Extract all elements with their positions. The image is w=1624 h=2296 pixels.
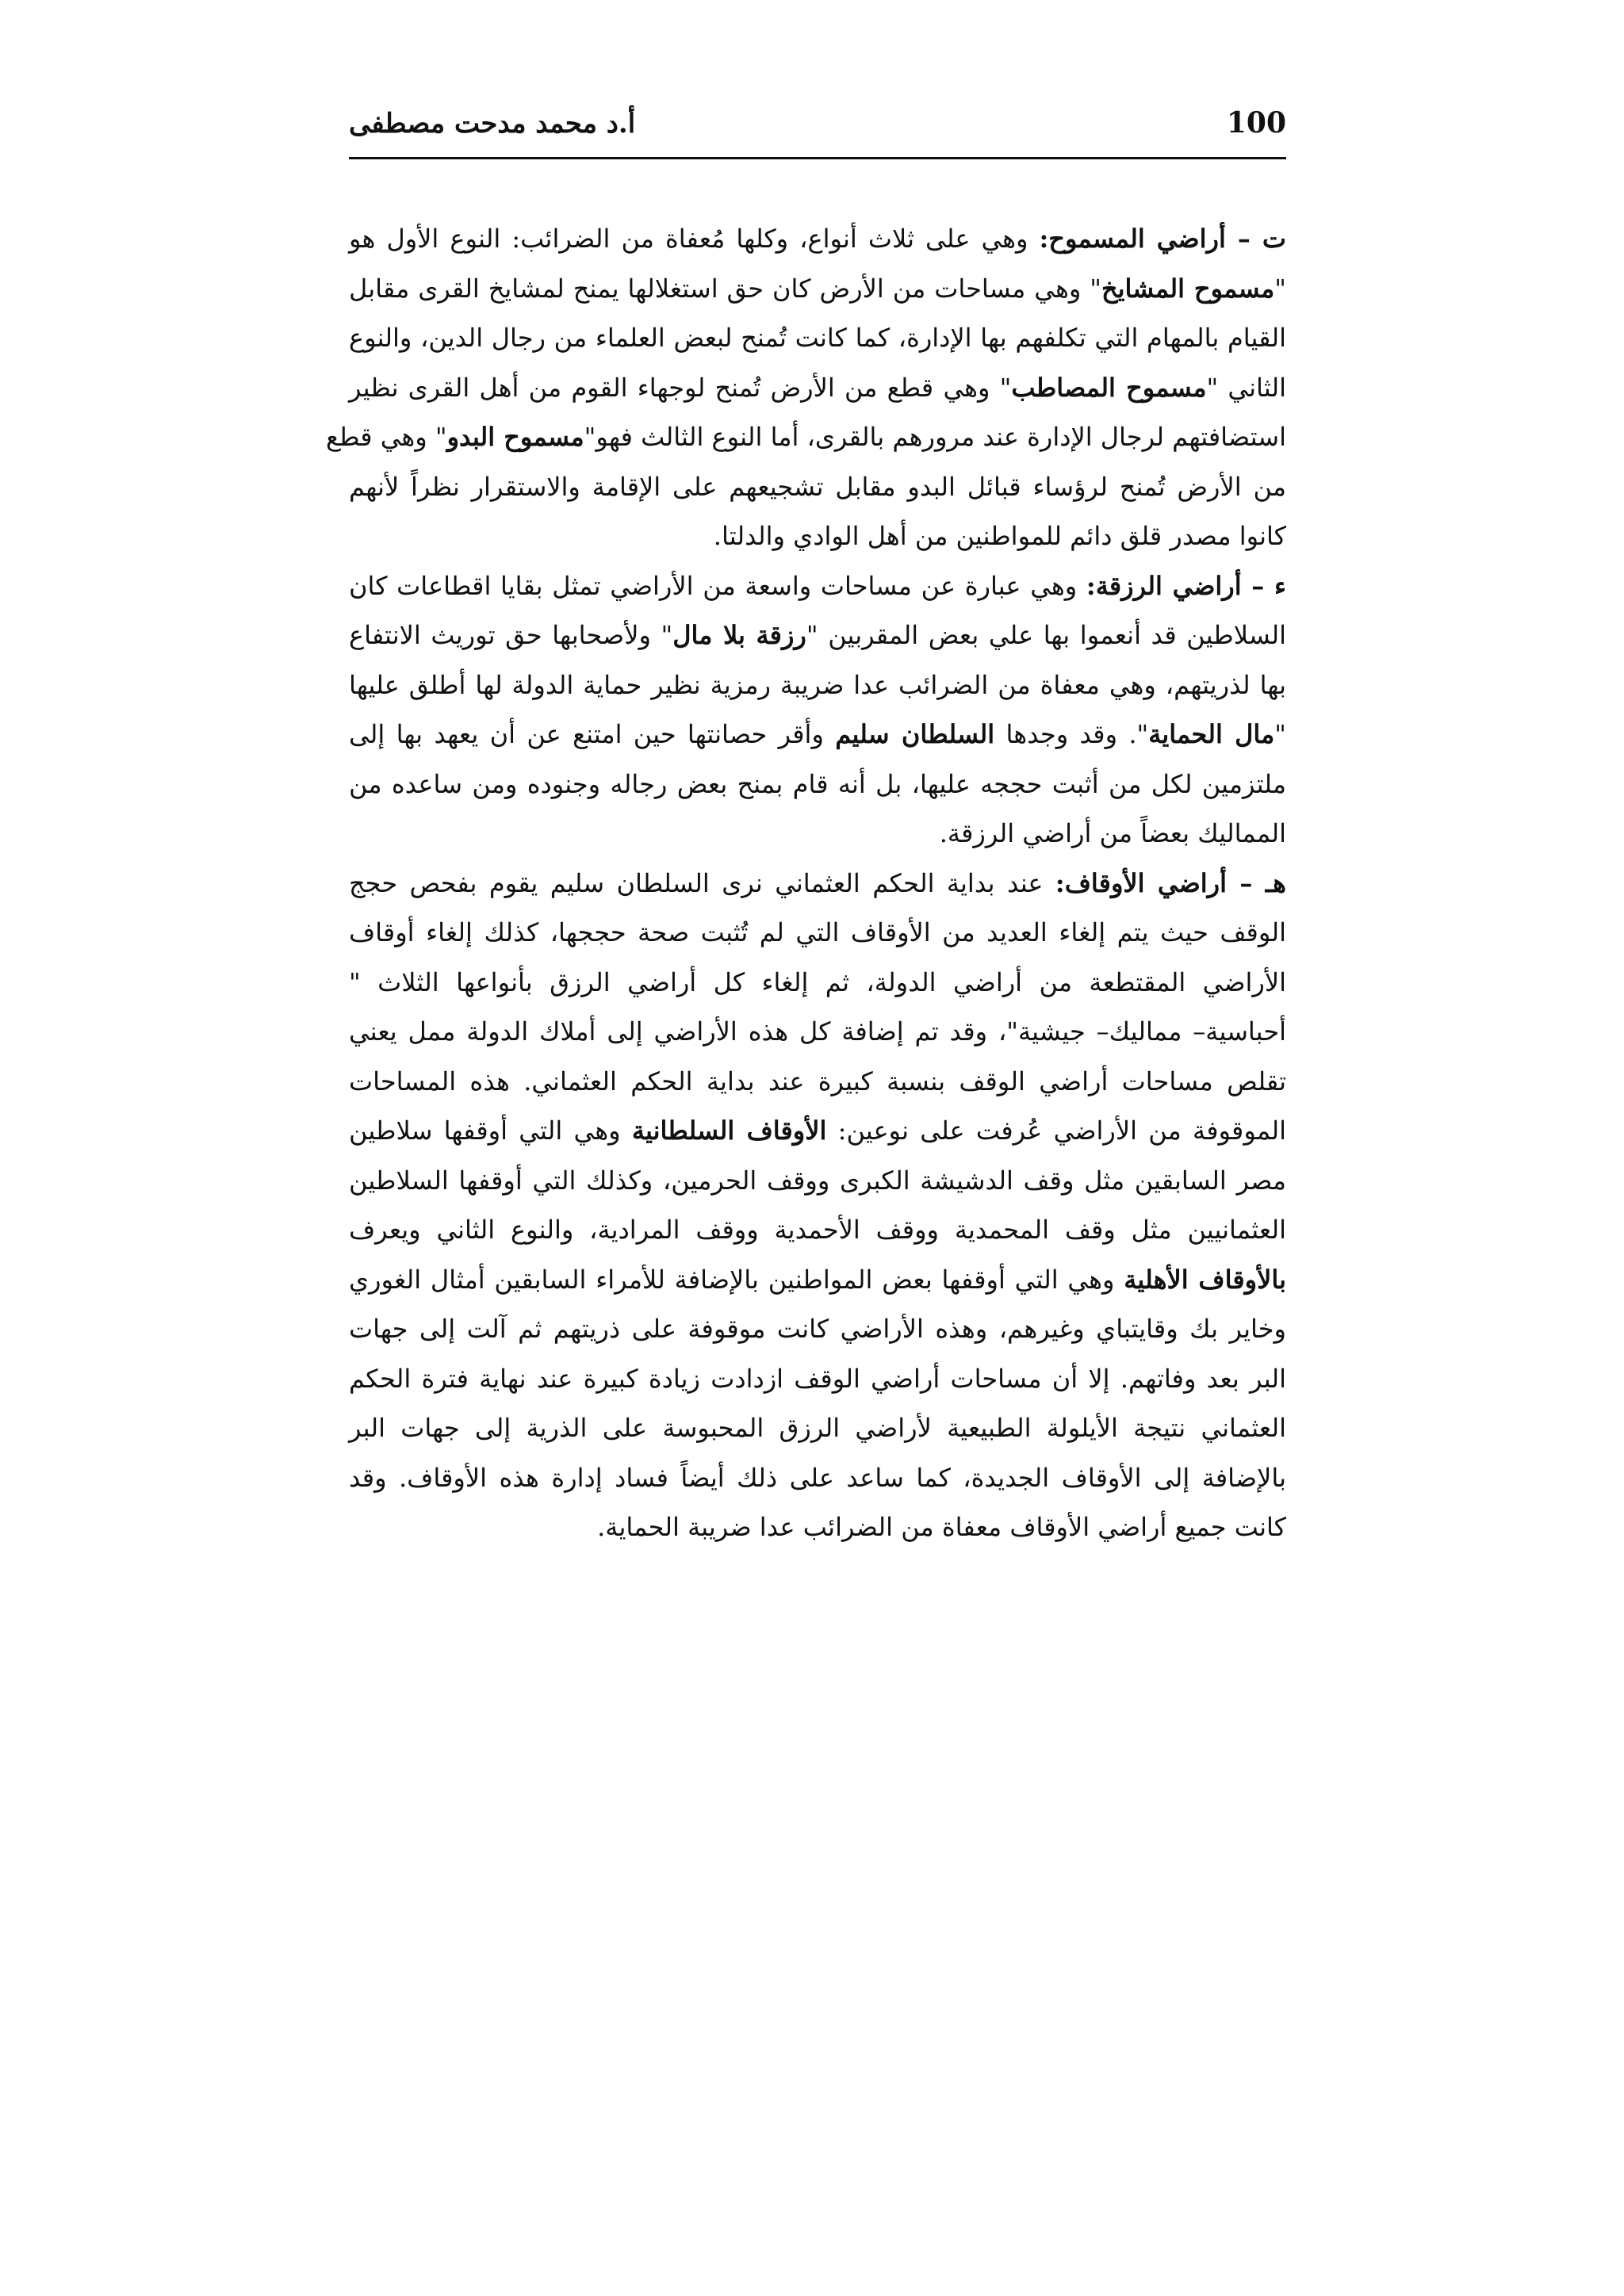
text-run: العثمانيين مثل وقف المحمدية ووقف الأحمدية ووقف المرادية، والنوع الثاني ويعرف [349,1215,1287,1245]
text-run: الثاني " [1206,372,1287,403]
text-run: " وهي مساحات من الأرض كان حق استغلالها يمنح لمشايخ القرى مقابل [349,273,1101,304]
text-run: وأقر حصانتها حين امتنع عن أن يعهد بها إلى [349,719,836,749]
text-run: السلاطين قد أنعموا بها علي بعض المقربين " [806,620,1287,650]
text-line [349,859,1286,909]
text-line [349,660,1286,710]
bold-term: الأوقاف السلطانية [631,1115,827,1146]
text-line [349,610,1286,660]
text-line [349,958,1286,1008]
text-line [349,1354,1286,1404]
page-number: 100 [1226,106,1286,140]
text-line [349,1106,1286,1156]
text-run: " [1274,273,1287,304]
running-head-author: أ.د محمد مدحت مصطفى [349,108,636,140]
text-run: " ولأصحابها حق توريث الانتفاع [349,620,673,650]
text-line [349,363,1286,413]
text-run: المماليك بعضاً من أراضي الرزقة. [939,818,1286,848]
bold-term: مال الحماية [1148,719,1275,749]
bold-term: بالأوقاف الأهلية [1124,1264,1287,1295]
bold-term: مسموح المشايخ [1101,273,1275,304]
text-run: كانوا مصدر قلق دائم للمواطنين من أهل الوادي والدلتا. [713,521,1286,551]
text-run: تقلص مساحات أراضي الوقف بنسبة كبيرة عند بداية الحكم العثماني. هذه المساحات [349,1066,1286,1096]
text-run: البر بعد وفاتهم. إلا أن مساحات أراضي الوقف ازدادت زيادة كبيرة عند نهاية فترة الحكم [349,1363,1287,1394]
page-header [349,101,1286,159]
text-run: الوقف حيث يتم إلغاء العديد من الأوقاف التي لم تُثبت صحة حججها، كذلك إلغاء أوقاف [349,917,1286,947]
text-line [349,710,1286,760]
text-line [349,1205,1286,1255]
text-run: وهي التي أوقفها سلاطين [349,1115,632,1146]
text-line [349,908,1286,958]
text-run: ". وقد وجدها [994,719,1149,749]
text-run: الأراضي المقتطعة من أراضي الدولة، ثم إلغاء كل أراضي الرزق بأنواعها الثلاث " [349,966,1286,997]
text-run: القيام بالمهام التي تكلفهم بها الإدارة، كما كانت تُمنح لبعض العلماء من رجال الدين، والنوع [349,323,1287,353]
text-run: عند بداية الحكم العثماني نرى السلطان سليم يقوم بفحص حجج [349,867,1055,898]
paragraph [325,214,1287,561]
paragraph [349,561,1286,859]
text-run: من الأرض تُمنح لرؤساء قبائل البدو مقابل تشجيعهم على الإقامة والاستقرار نظراً لأنهم [349,471,1286,502]
text-run: ملتزمين لكل من أثبت حججه عليها، بل أنه قام بمنح بعض رجاله وجنوده ومن ساعده من [349,768,1287,799]
text-line [349,561,1286,611]
text-line [325,412,1286,462]
text-line [349,1007,1286,1057]
text-line [349,313,1286,363]
text-run: وخاير بك وقايتباي وغيرهم، وهذه الأراضي كانت موقوفة على ذريتهم ثم آلت إلى جهات [349,1314,1286,1344]
bold-term: مسموح المصاطب [1011,372,1207,403]
body-text [325,214,1287,1552]
text-line [349,1304,1286,1354]
bold-term: هـ – أراضي الأوقاف: [1055,867,1287,898]
text-run: وهي على ثلاث أنواع، وكلها مُعفاة من الضرائب: النوع الأول هو [349,224,1040,254]
text-run: بها لذريتهم، وهي معفاة من الضرائب عدا ضريبة رمزية نظير حماية الدولة لها أطلق عليها [349,669,1286,700]
text-run: العثماني نتيجة الأيلولة الطبيعية لأراضي الرزق المحبوسة على الذرية إلى جهات البر [349,1413,1286,1443]
text-run: " وهي قطع من الأرض تُمنح لوجهاء القوم من أهل القرى نظير [349,372,1012,403]
text-line [349,1255,1286,1305]
text-run: " وهي قطع [325,422,447,452]
bold-term: ء – أراضي الرزقة: [1086,570,1287,601]
text-run: مصر السابقين مثل وقف الدشيشة الكبرى ووقف الحرمين، وكذلك التي أوقفها السلاطين [349,1165,1286,1196]
bold-term: رزقة بلا مال [672,620,806,650]
text-line [349,511,1286,561]
paragraph [349,859,1286,1552]
text-run: وهي التي أوقفها بعض المواطنين بالإضافة للأمراء السابقين أمثال الغوري [349,1264,1124,1295]
text-line [349,1453,1286,1503]
text-line [349,809,1286,859]
bold-term: السلطان سليم [835,719,995,749]
text-line [349,214,1286,264]
text-run: أحباسية– مماليك– جيشية"، وقد تم إضافة كل هذه الأراضي إلى أملاك الدولة ممل يعني [349,1016,1287,1047]
text-line [349,1502,1286,1552]
text-line [349,1057,1286,1107]
bold-term: مسموح البدو [446,422,584,452]
text-run: الموقوفة من الأراضي عُرفت على نوعين: [826,1115,1286,1146]
text-line [349,1403,1286,1453]
text-run: وهي عبارة عن مساحات واسعة من الأراضي تمثل بقايا اقطاعات كان [349,570,1086,601]
text-run: استضافتهم لرجال الإدارة عند مرورهم بالقرى، أما النوع الثالث فهو" [584,422,1286,452]
text-line [349,760,1286,809]
text-line [349,1156,1286,1206]
text-run: بالإضافة إلى الأوقاف الجديدة، كما ساعد على ذلك أيضاً فساد إدارة هذه الأوقاف. وقد [349,1462,1286,1493]
text-line [349,264,1286,314]
bold-term: ت – أراضي المسموح: [1039,224,1287,254]
text-run: كانت جميع أراضي الأوقاف معفاة من الضرائب عدا ضريبة الحماية. [597,1512,1286,1542]
text-run: " [1274,719,1286,749]
text-line [349,462,1286,512]
